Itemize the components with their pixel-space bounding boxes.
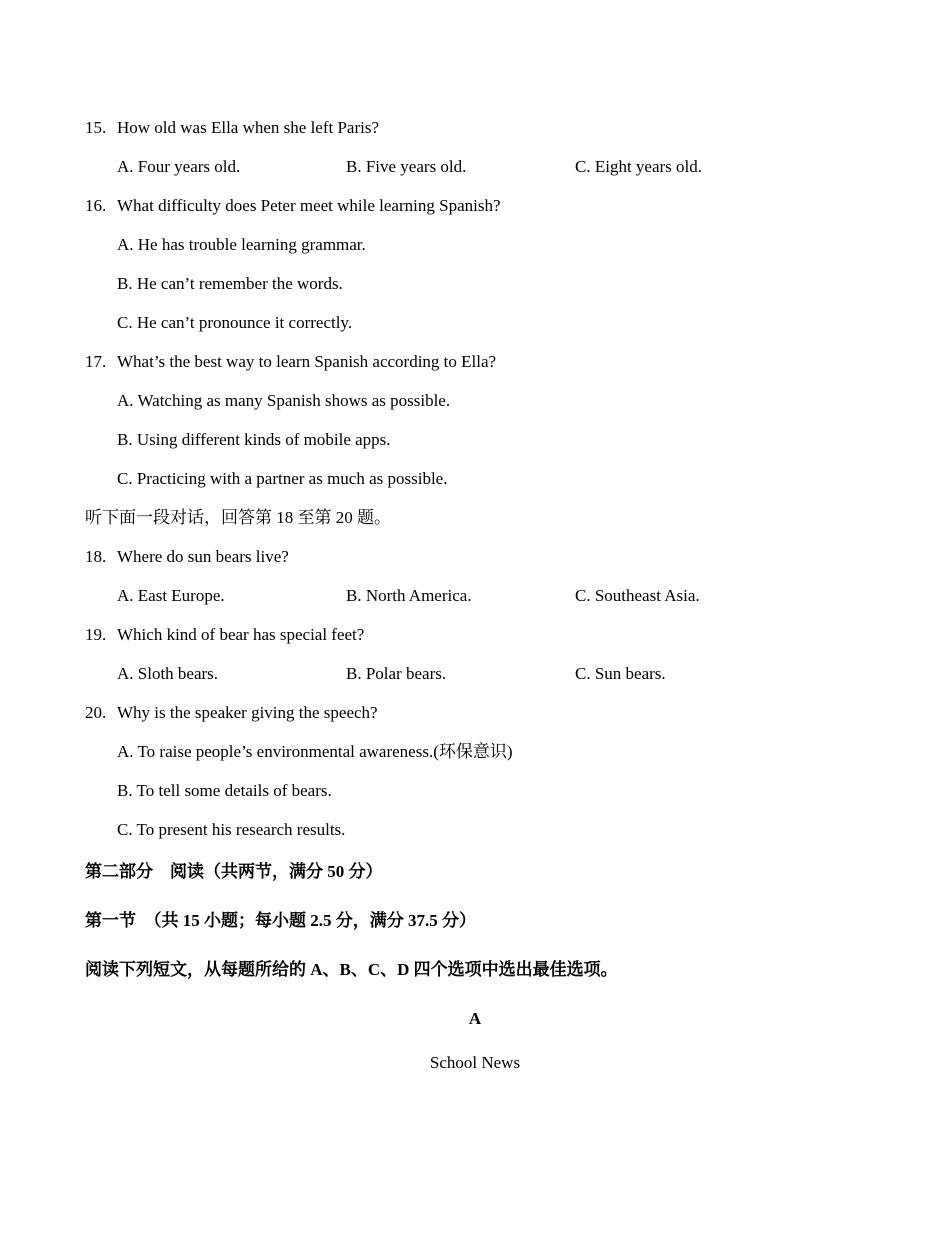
reading-instruction: 阅读下列短文，从每题所给的 A、B、C、D 四个选项中选出最佳选项。: [85, 960, 618, 979]
question-text: What’s the best way to learn Spanish according to Ella?: [117, 352, 497, 371]
part-heading: 第二部分 阅读（共两节，满分 50 分）: [85, 862, 383, 881]
option-b: B. To tell some details of bears.: [117, 781, 332, 800]
option-b: B. Using different kinds of mobile apps.: [117, 430, 391, 449]
option-a: A. Sloth bears.: [117, 664, 219, 683]
question-20: [85, 703, 378, 723]
option-c: C. Eight years old.: [575, 157, 703, 176]
section-heading: 第一节 （共 15 小题；每小题 2.5 分，满分 37.5 分）: [85, 911, 476, 930]
option-c: C. Southeast Asia.: [575, 586, 700, 605]
option-c: C. Sun bears.: [575, 664, 666, 683]
option-a: A. Four years old.: [117, 157, 241, 176]
option-b: B. North America.: [346, 586, 472, 605]
passage-title: School News: [429, 1053, 521, 1072]
option-c: C. He can’t pronounce it correctly.: [117, 313, 353, 332]
dialog-instruction: 听下面一段对话，回答第 18 至第 20 题。: [85, 508, 391, 527]
question-number: 17.: [85, 352, 107, 371]
question-text: How old was Ella when she left Paris?: [117, 118, 380, 137]
question-text: Where do sun bears live?: [117, 547, 289, 566]
option-a: A. To raise people’s environmental awareness.(环保意识): [117, 742, 513, 761]
question-number: 18.: [85, 547, 107, 566]
question-number: 19.: [85, 625, 107, 644]
question-text: Why is the speaker giving the speech?: [117, 703, 378, 722]
question-18: [85, 547, 289, 567]
question-16: [85, 196, 501, 216]
option-a: A. Watching as many Spanish shows as possible.: [117, 391, 451, 410]
option-b: B. He can’t remember the words.: [117, 274, 343, 293]
option-c: C. Practicing with a partner as much as possible.: [117, 469, 448, 488]
question-19-options: [0, 664, 950, 684]
option-a: A. East Europe.: [117, 586, 225, 605]
question-number: 16.: [85, 196, 107, 215]
question-19: [85, 625, 364, 645]
question-15: [85, 118, 379, 138]
question-text: Which kind of bear has special feet?: [117, 625, 365, 644]
question-17: [85, 352, 496, 372]
question-text: What difficulty does Peter meet while learning Spanish?: [117, 196, 501, 215]
question-number: 20.: [85, 703, 107, 722]
passage-label: A: [468, 1009, 482, 1028]
option-b: B. Five years old.: [346, 157, 467, 176]
option-b: B. Polar bears.: [346, 664, 447, 683]
option-a: A. He has trouble learning grammar.: [117, 235, 366, 254]
question-15-options: [0, 157, 950, 177]
question-number: 15.: [85, 118, 107, 137]
option-c: C. To present his research results.: [117, 820, 346, 839]
question-18-options: [0, 586, 950, 606]
